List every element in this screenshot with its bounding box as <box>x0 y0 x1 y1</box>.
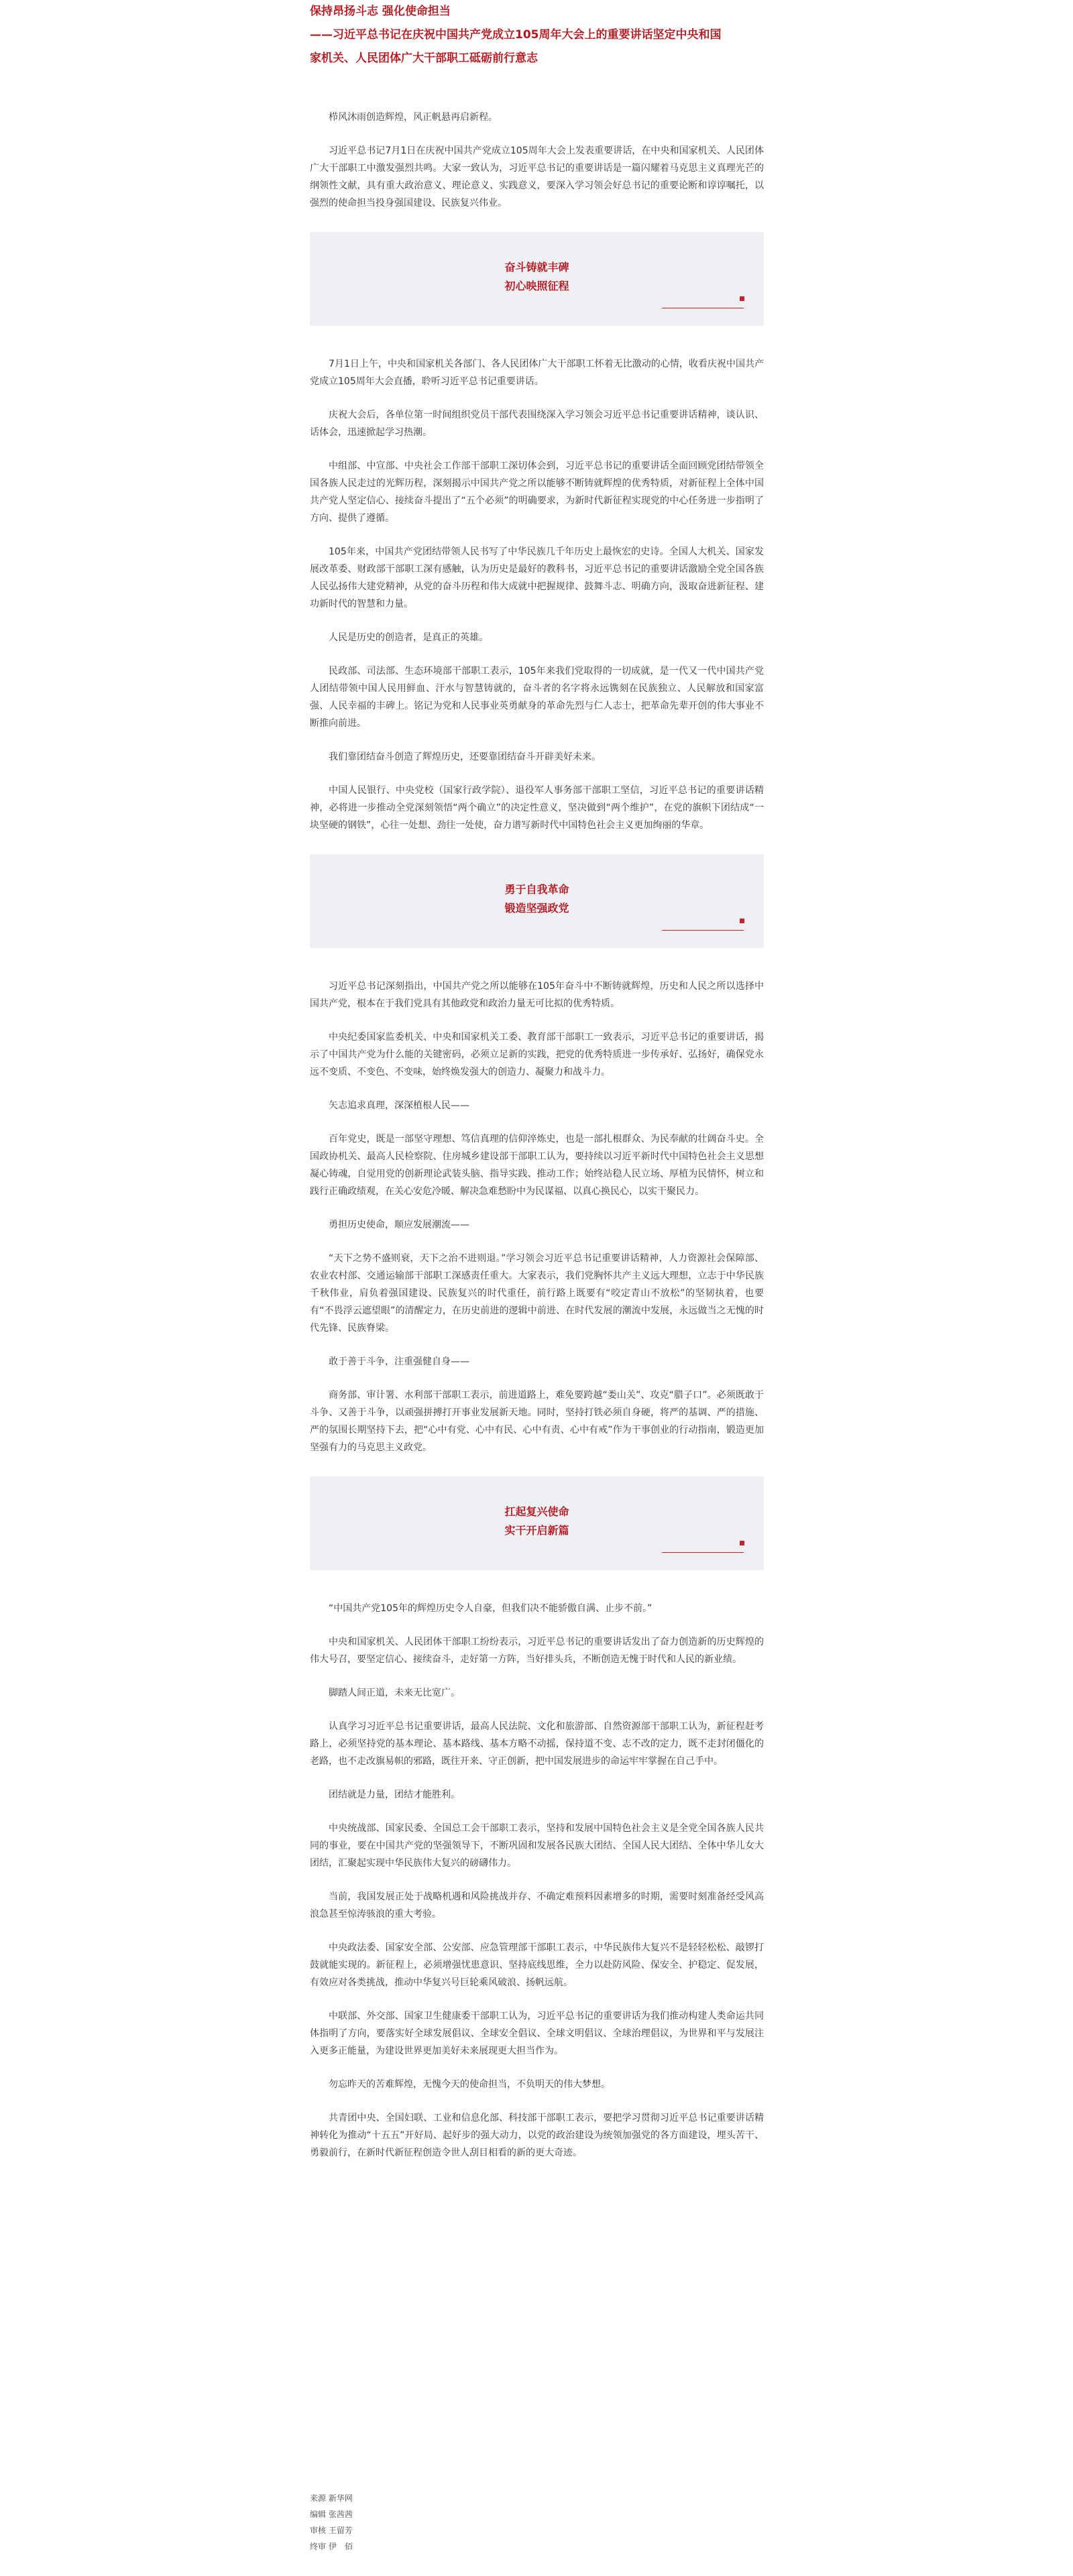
body-paragraph: 商务部、审计署、水利部干部职工表示，前进道路上，难免要跨越“娄山关”、攻克“腊子口”。必须既敢于斗争、又善于斗争，以顽强拼搏打开事业发展新天地。同时，坚持打铁必须自身硬，将严的基调、严的措施、严的氛围长期坚持下去，把“心中有党、心中有民、心中有责、心中有戒”作为干事创业的行动指南，锻造更加坚强有力的马克思主义政党。 <box>310 1390 764 1453</box>
body-paragraph: “中国共产党105年的辉煌历史令人自豪，但我们决不能骄傲自满、止步不前。” <box>329 1603 653 1614</box>
body-paragraph: 105年来，中国共产党团结带领人民书写了中华民族几千年历史上最恢宏的史诗。全国人大机关、国家发展改革委、财政部干部职工深有感触，认为历史是最好的教科书，习近平总书记的重要讲话激励全党全国各族人民弘扬伟大建党精神，从党的奋斗历程和伟大成就中把握规律、鼓舞斗志、明确方向，汲取奋进新征程、建功新时代的智慧和力量。 <box>310 546 764 609</box>
body-paragraph: 习近平总书记深刻指出，中国共产党之所以能够在105年奋斗中不断铸就辉煌，历史和人民之所以选择中国共产党，根本在于我们党具有其他政党和政治力量无可比拟的优秀特质。 <box>310 981 764 1009</box>
section-heading-line: 锻造坚强政党 <box>504 902 569 915</box>
body-paragraph: 栉风沐雨创造辉煌，风正帆悬再启新程。 <box>329 112 498 123</box>
body-paragraph: 共青团中央、全国妇联、工业和信息化部、科技部干部职工表示，要把学习贯彻习近平总书记重要讲话精神转化为推动“十五五”开好局、起好步的强大动力，以党的政治建设为统领加强党的各方面建设，埋头苦干、勇毅前行，在新时代新征程创造令世人刮目相看的新的更大奇迹。 <box>310 2113 764 2158</box>
body-paragraph: 民政部、司法部、生态环境部干部职工表示，105年来我们党取得的一切成就，是一代又一代中国共产党人团结带领中国人民用鲜血、汗水与智慧铸就的，奋斗者的名字将永远镌刻在民族独立、人民解放和国家富强、人民幸福的丰碑上。铭记为党和人民事业英勇献身的革命先烈与仁人志士，把革命先辈开创的伟大事业不断推向前进。 <box>310 666 764 729</box>
body-paragraph: 人民是历史的创造者，是真正的英雄。 <box>329 632 488 643</box>
article-title <box>310 0 806 70</box>
credit-reviewer: 审核 王留芳 <box>310 2526 353 2535</box>
decorative-square <box>740 1541 744 1545</box>
section-heading-line: 实干开启新篇 <box>504 1524 569 1537</box>
body-paragraph: 中央政法委、国家安全部、公安部、应急管理部干部职工表示，中华民族伟大复兴不是轻轻松松、敲锣打鼓就能实现的。新征程上，必须增强忧患意识、坚持底线思维，全力以赴防风险、保安全、护稳定、促发展，有效应对各类挑战，推动中华复兴号巨轮乘风破浪、扬帆远航。 <box>310 1942 764 1988</box>
body-paragraph: 我们靠团结奋斗创造了辉煌历史，还要靠团结奋斗开辟美好未来。 <box>329 752 601 762</box>
decorative-square <box>740 919 744 923</box>
body-paragraph: 习近平总书记7月1日在庆祝中国共产党成立105周年大会上发表重要讲话，在中央和国家机关、人民团体广大干部职工中激发强烈共鸣。大家一致认为，习近平总书记的重要讲话是一篇闪耀着马克思主义真理光芒的纲领性文献，具有重大政治意义、理论意义、实践意义，要深入学习领会好总书记的重要论断和谆谆嘱托，以强烈的使命担当投身强国建设、民族复兴伟业。 <box>310 145 764 209</box>
body-paragraph: 百年党史，既是一部坚守理想、笃信真理的信仰淬炼史，也是一部扎根群众、为民奉献的壮阔奋斗史。全国政协机关、最高人民检察院、住房城乡建设部干部职工认为，要持续以习近平新时代中国特色社会主义思想凝心铸魂，自觉用党的创新理论武装头脑、指导实践、推动工作；始终站稳人民立场、厚植为民情怀，树立和践行正确政绩观，在关心安危冷暖、解决急难愁盼中为民谋福、以真心换民心，以实干聚民力。 <box>310 1134 764 1197</box>
body-paragraph: 中央和国家机关、人民团体干部职工纷纷表示，习近平总书记的重要讲话发出了奋力创造新的历史辉煌的伟大号召，要坚定信心、接续奋斗，走好第一方阵，当好排头兵，不断创造无愧于时代和人民的新业绩。 <box>310 1637 764 1665</box>
article-body <box>310 109 764 2162</box>
credit-final-reviewer: 终审 伊 佰 <box>310 2542 353 2551</box>
title-line: ——习近平总书记在庆祝中国共产党成立105周年大会上的重要讲话坚定中央和国 <box>310 28 722 42</box>
section-heading-line: 扛起复兴使命 <box>504 1505 569 1518</box>
section-heading-box <box>310 1476 764 1570</box>
decorative-underline <box>662 930 744 931</box>
article-credits <box>310 2490 353 2555</box>
section-heading-box <box>310 232 764 326</box>
credit-source: 来源 新华网 <box>310 2494 353 2503</box>
body-paragraph: 庆祝大会后，各单位第一时间组织党员干部代表围绕深入学习领会习近平总书记重要讲话精神，谈认识、话体会，迅速掀起学习热潮。 <box>310 410 764 438</box>
body-paragraph: 敢于善于斗争，注重强健自身—— <box>329 1356 469 1367</box>
title-line: 家机关、人民团体广大干部职工砥砺前行意志 <box>310 52 538 65</box>
section-heading-line: 初心映照征程 <box>504 280 569 292</box>
body-paragraph: 矢志追求真理，深深植根人民—— <box>329 1100 469 1111</box>
credit-editor: 编辑 张茜茜 <box>310 2510 353 2519</box>
body-paragraph: 团结就是力量，团结才能胜利。 <box>329 1790 460 1800</box>
body-paragraph: 认真学习习近平总书记重要讲话，最高人民法院、文化和旅游部、自然资源部干部职工认为，新征程赶考路上，必须坚持党的基本理论、基本路线、基本方略不动摇，保持道不变、志不改的定力，既不走封闭僵化的老路，也不走改旗易帜的邪路，既往开来、守正创新，把中国发展进步的命运牢牢掌握在自己手中。 <box>310 1721 764 1767</box>
body-paragraph: 中央纪委国家监委机关、中央和国家机关工委、教育部干部职工一致表示，习近平总书记的重要讲话，揭示了中国共产党为什么能的关键密码，必须立足新的实践，把党的优秀特质进一步传承好、弘扬好，确保党永远不变质、不变色、不变味，始终焕发强大的创造力、凝聚力和战斗力。 <box>310 1032 764 1077</box>
decorative-underline <box>662 1552 744 1553</box>
body-paragraph: 当前，我国发展正处于战略机遇和风险挑战并存、不确定难预料因素增多的时期，需要时刻准备经受风高浪急甚至惊涛骇浪的重大考验。 <box>310 1891 764 1920</box>
decorative-square <box>740 296 744 301</box>
body-paragraph: 中国人民银行、中央党校（国家行政学院）、退役军人事务部干部职工坚信，习近平总书记的重要讲话精神，必将进一步推动全党深刻领悟“两个确立”的决定性意义，坚决做到“两个维护”，在党的旗帜下团结成“一块坚硬的钢铁”，心往一处想、劲往一处使，奋力谱写新时代中国特色社会主义更加绚丽的华章。 <box>310 785 764 831</box>
section-heading-line: 奋斗铸就丰碑 <box>504 261 569 274</box>
body-paragraph: 勿忘昨天的苦难辉煌，无愧今天的使命担当，不负明天的伟大梦想。 <box>329 2079 610 2090</box>
section-heading-box <box>310 854 764 948</box>
body-paragraph: “天下之势不盛则衰，天下之治不进则退。”学习领会习近平总书记重要讲话精神，人力资源社会保障部、农业农村部、交通运输部干部职工深感责任重大。大家表示，我们党胸怀共产主义远大理想，立志于中华民族千秋伟业，肩负着强国建设、民族复兴的时代重任，前行路上既要有“咬定青山不放松”的坚韧执着，也要有“不畏浮云遮望眼”的清醒定力，在历史前进的逻辑中前进、在时代发展的潮流中发展，永远做当之无愧的时代先锋、民族脊梁。 <box>310 1253 764 1334</box>
body-paragraph: 中央统战部、国家民委、全国总工会干部职工表示，坚持和发展中国特色社会主义是全党全国各族人民共同的事业，要在中国共产党的坚强领导下，不断巩固和发展各民族大团结、全国人民大团结、全体中华儿女大团结，汇聚起实现中华民族伟大复兴的磅礴伟力。 <box>310 1823 764 1869</box>
title-line: 保持昂扬斗志 强化使命担当 <box>310 5 451 18</box>
section-heading-line: 勇于自我革命 <box>504 883 569 896</box>
body-paragraph: 勇担历史使命，顺应发展潮流—— <box>329 1220 469 1230</box>
body-paragraph: 脚踏人间正道，未来无比宽广。 <box>329 1688 460 1698</box>
body-paragraph: 中联部、外交部、国家卫生健康委干部职工认为，习近平总书记的重要讲话为我们推动构建人类命运共同体指明了方向，要落实好全球发展倡议、全球安全倡议、全球文明倡议、全球治理倡议，为世界和平与发展注入更多正能量，为建设世界更加美好未来展现更大担当作为。 <box>310 2011 764 2056</box>
body-paragraph: 7月1日上午，中央和国家机关各部门、各人民团体广大干部职工怀着无比激动的心情，收看庆祝中国共产党成立105周年大会直播，聆听习近平总书记重要讲话。 <box>310 359 764 387</box>
body-paragraph: 中组部、中宣部、中央社会工作部干部职工深切体会到，习近平总书记的重要讲话全面回顾党团结带领全国各族人民走过的光辉历程，深刻揭示中国共产党之所以能够不断铸就辉煌的优秀特质，对新征程上全体中国共产党人坚定信心、接续奋斗提出了“五个必须”的明确要求，为新时代新征程实现党的中心任务进一步指明了方向、提供了遵循。 <box>310 461 764 524</box>
